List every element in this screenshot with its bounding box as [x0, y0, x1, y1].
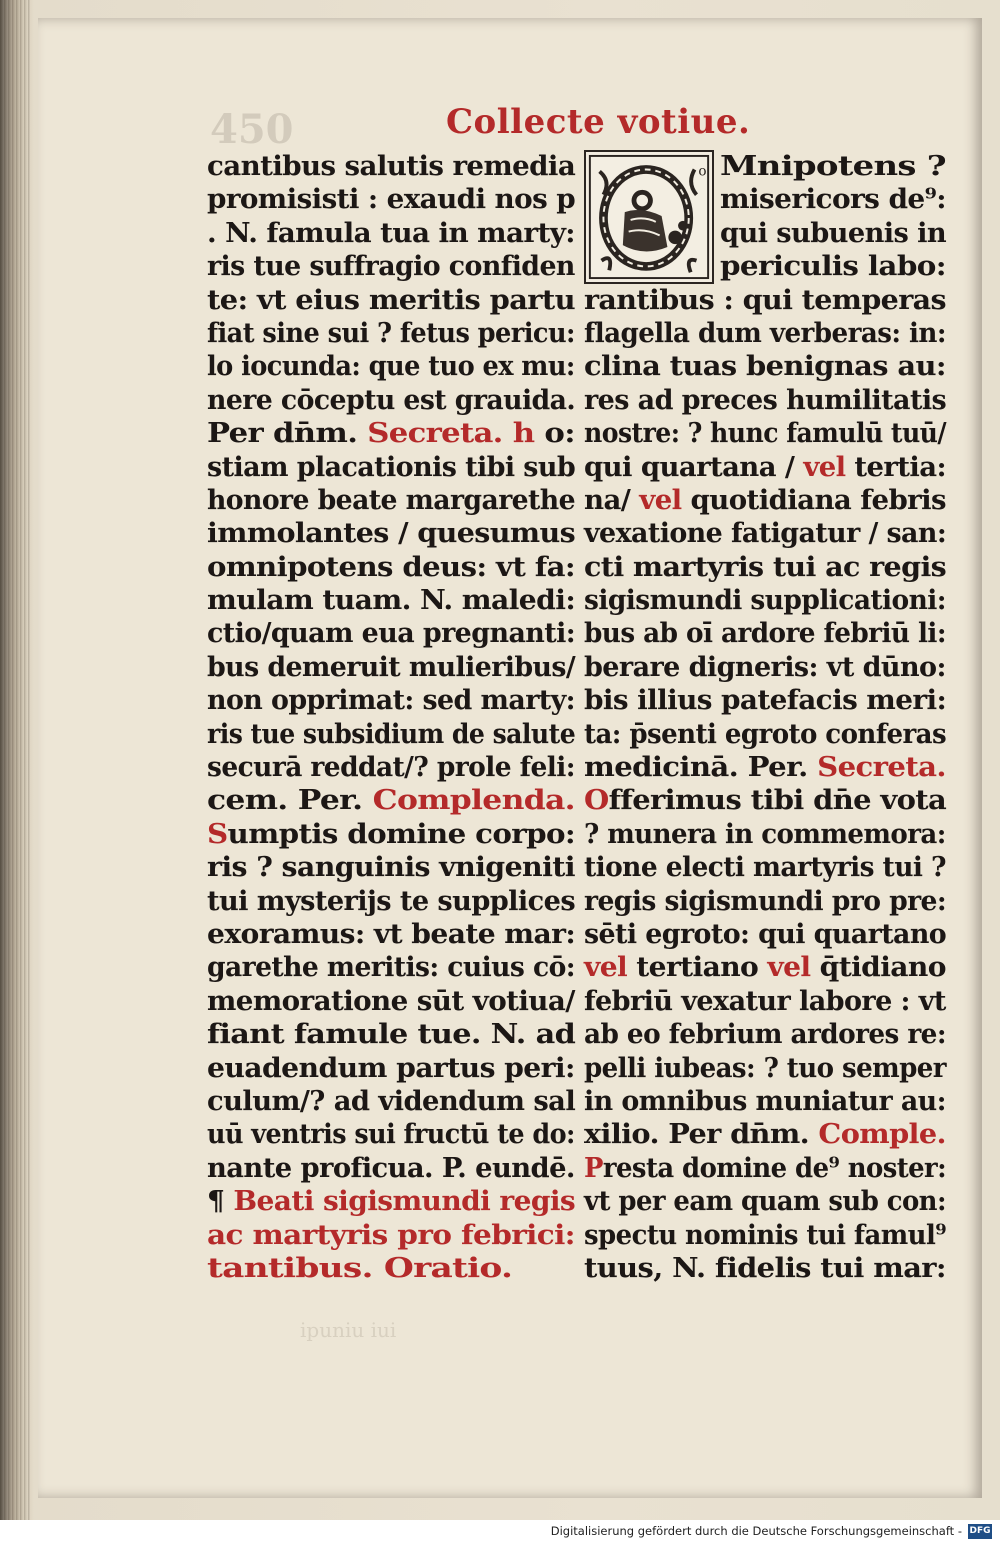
running-head: Collecte votiue. [446, 102, 751, 142]
body-text: euadendum partus peri: [207, 1051, 575, 1084]
text-line [584, 918, 946, 951]
body-text: honore beate margarethe [207, 483, 576, 516]
body-text: ris tue suffragio confiden [207, 250, 575, 283]
text-line [584, 851, 946, 884]
body-text: o: [534, 417, 575, 450]
body-text: ris ? sanguinis vnigeniti [207, 851, 575, 884]
text-line [207, 684, 575, 717]
text-line [207, 885, 575, 918]
text-line [584, 885, 946, 918]
text-line [207, 584, 575, 617]
body-text: fiant famule tue. N. ad [207, 1018, 576, 1051]
body-text: non opprimat: sed marty: [207, 684, 575, 717]
text-line [207, 150, 575, 183]
body-text: nere cōceptu est grauida. [207, 383, 576, 416]
text-line [584, 651, 946, 684]
body-text: xilio. Per dn̄m. [584, 1118, 819, 1151]
body-text: bus demeruit mulieribus/ [207, 650, 576, 683]
text-line [207, 317, 575, 350]
body-text: . N. famula tua in marty: [207, 216, 575, 249]
body-text: medicinā. Per. [584, 751, 818, 784]
body-text: tione electi martyris tui ? [584, 851, 946, 884]
body-text: Mnipotens ? [720, 150, 946, 182]
rubric-text: Secreta. [367, 417, 503, 450]
text-line [584, 617, 946, 650]
show-through-bottom-text: ipuniu iui [300, 1318, 397, 1342]
text-line [207, 851, 575, 884]
text-line [584, 985, 946, 1018]
body-text: umptis domine corpo: [227, 817, 576, 850]
body-text: in omnibus muniatur au: [584, 1084, 946, 1117]
text-line [207, 484, 575, 517]
rubric-text: vel [767, 951, 811, 984]
book-gutter-edge [0, 0, 30, 1520]
body-text: tertia: [845, 450, 947, 483]
text-line [584, 150, 946, 183]
body-text: qui subuenis in [720, 216, 947, 249]
body-text: res ad preces humilitatis [584, 383, 947, 416]
text-line [207, 651, 575, 684]
body-text: berare digneris: vt dūno: [584, 650, 946, 683]
text-line [207, 217, 575, 250]
text-line [207, 1252, 575, 1285]
body-text: quotidiana febris [681, 483, 946, 516]
body-text: flagella dum verberas: in: [584, 316, 946, 349]
text-line [584, 183, 946, 216]
text-line [584, 551, 946, 584]
body-text: lo iocunda: que tuo ex mu: [207, 350, 575, 383]
rubric-text: vel [584, 951, 628, 984]
body-text: vt per eam quam sub con: [584, 1185, 946, 1218]
text-line [584, 1219, 946, 1252]
text-line [584, 951, 946, 984]
text-line [207, 1185, 575, 1218]
body-text: nostre: ? hunc famulū tuū/ [584, 417, 947, 450]
body-text: fferimus tibi dn̄e vota [608, 784, 947, 817]
text-line [584, 350, 946, 383]
body-text: garethe meritis: cuius cō: [207, 951, 576, 984]
text-line [207, 1018, 575, 1051]
body-text: periculis labo: [720, 250, 946, 283]
body-text: ab eo febrium ardores re: [584, 1018, 946, 1051]
text-line [207, 350, 575, 383]
footer-bar [0, 1520, 1000, 1543]
text-line [584, 1252, 946, 1285]
text-line [207, 951, 575, 984]
text-line [207, 250, 575, 283]
body-text: regis sigismundi pro pre: [584, 884, 947, 917]
text-line [584, 250, 946, 283]
body-text: ? munera in commemora: [584, 817, 946, 850]
body-text: promisisti : exaudi nos p [207, 183, 576, 216]
text-line [584, 751, 946, 784]
text-line [207, 551, 575, 584]
body-text: ris tue subsidium de salute [207, 717, 576, 750]
text-line [207, 1052, 575, 1085]
text-line [584, 384, 946, 417]
show-through-page-number: 450 [210, 106, 294, 153]
body-text: resta domine de⁹ noster: [602, 1151, 947, 1184]
text-line [207, 384, 575, 417]
text-line [207, 451, 575, 484]
rubric-text: h [512, 417, 535, 450]
body-text: tui mysterijs te supplices [207, 884, 576, 917]
body-text: fiat sine sui ? fetus pericu: [207, 316, 575, 349]
text-line [584, 317, 946, 350]
text-line [207, 284, 575, 317]
body-text: clina tuas benignas au: [584, 350, 946, 383]
body-text [503, 417, 513, 449]
text-line [207, 818, 575, 851]
rubric-text: Secreta. [817, 751, 946, 784]
text-line [584, 784, 946, 817]
right-text-column [584, 150, 946, 1285]
body-text: Per dn̄m. [207, 417, 368, 450]
svg-text:o: o [698, 163, 707, 180]
body-text: mulam tuam. N. maledi: [207, 584, 576, 617]
text-line [584, 217, 946, 250]
text-line [584, 451, 946, 484]
body-text: exoramus: vt beate mar: [207, 917, 576, 950]
body-text: ctio/quam eua pregnanti: [207, 617, 576, 650]
text-line [584, 684, 946, 717]
body-text: securā reddat/? prole feli: [207, 751, 575, 784]
rubric-text: S [207, 817, 228, 850]
body-text: misericors de⁹: [720, 183, 947, 216]
left-text-column [207, 150, 575, 1285]
rubric-text: Beati sigismundi regis [233, 1185, 576, 1218]
text-line [584, 584, 946, 617]
text-line [207, 985, 575, 1018]
text-line [207, 417, 575, 450]
body-text: qui quartana / [584, 450, 804, 483]
text-line [584, 1018, 946, 1051]
text-line [584, 1052, 946, 1085]
body-text: sigismundi supplicationi: [584, 584, 946, 617]
text-line [584, 284, 946, 317]
rubric-text: vel [803, 450, 846, 483]
text-line [207, 1085, 575, 1118]
text-line [584, 818, 946, 851]
text-line [207, 918, 575, 951]
text-line [207, 718, 575, 751]
text-line [584, 1118, 946, 1151]
body-text: pelli iubeas: ? tuo semper [584, 1051, 946, 1084]
body-text: na/ [584, 483, 640, 516]
body-text: stiam placationis tibi sub [207, 450, 576, 483]
rubric-text: Complenda. [372, 784, 575, 817]
text-line [207, 1219, 575, 1252]
rubric-text: tantibus. Oratio. [207, 1251, 513, 1284]
body-text: cti martyris tui ac regis [584, 550, 947, 583]
body-text: bus ab oī ardore febriū li: [584, 617, 946, 650]
text-line [207, 517, 575, 550]
body-text: q̄tidiano [810, 951, 946, 984]
text-line [584, 1185, 946, 1218]
body-text: culum/? ad videndum sal [207, 1084, 576, 1117]
body-text: ta: p̄senti egroto conferas [584, 717, 947, 750]
body-text: memoratione sūt votiua/ [207, 984, 575, 1017]
text-line [584, 417, 946, 450]
text-line [207, 784, 575, 817]
body-text: tertiano [627, 951, 768, 984]
text-line [584, 517, 946, 550]
body-text: tuus, N. fidelis tui mar: [584, 1251, 946, 1284]
body-text: te: vt eius meritis partu [207, 283, 575, 316]
body-text: ¶ [207, 1185, 234, 1218]
text-line [207, 1118, 575, 1151]
rubric-text: ac martyris pro febrici: [207, 1218, 575, 1251]
text-line [584, 718, 946, 751]
body-text: sēti egroto: qui quartano [584, 917, 947, 950]
body-text: rantibus : qui temperas [584, 283, 946, 316]
text-line [207, 183, 575, 216]
text-line [207, 1152, 575, 1185]
rubric-text: O [584, 784, 609, 817]
body-text: cantibus salutis remedia [207, 150, 576, 182]
text-line [584, 1085, 946, 1118]
body-text: omnipotens deus: vt fa: [207, 550, 576, 583]
body-text: febriū vexatur labore : vt [584, 984, 946, 1017]
rubric-text: vel [639, 483, 682, 516]
rubric-text: P [584, 1151, 603, 1184]
text-line [584, 1152, 946, 1185]
body-text: cem. Per. [207, 784, 373, 817]
dfg-logo: DFG [968, 1524, 992, 1539]
text-line [207, 617, 575, 650]
text-line [207, 751, 575, 784]
body-text: bis illius patefacis meri: [584, 684, 947, 717]
body-text: uū ventris sui fructū te do: [207, 1118, 575, 1151]
body-text: nante proficua. P. eundē. [207, 1151, 575, 1184]
text-line [584, 484, 946, 517]
body-text: spectu nominis tui famul⁹ [584, 1218, 947, 1251]
body-text: vexatione fatigatur / san: [584, 517, 947, 550]
body-text: immolantes / quesumus [207, 517, 576, 550]
rubric-text: Comple. [818, 1118, 946, 1151]
footer-credit: Digitalisierung gefördert durch die Deutsche Forschungsgemeinschaft - [550, 1524, 962, 1538]
